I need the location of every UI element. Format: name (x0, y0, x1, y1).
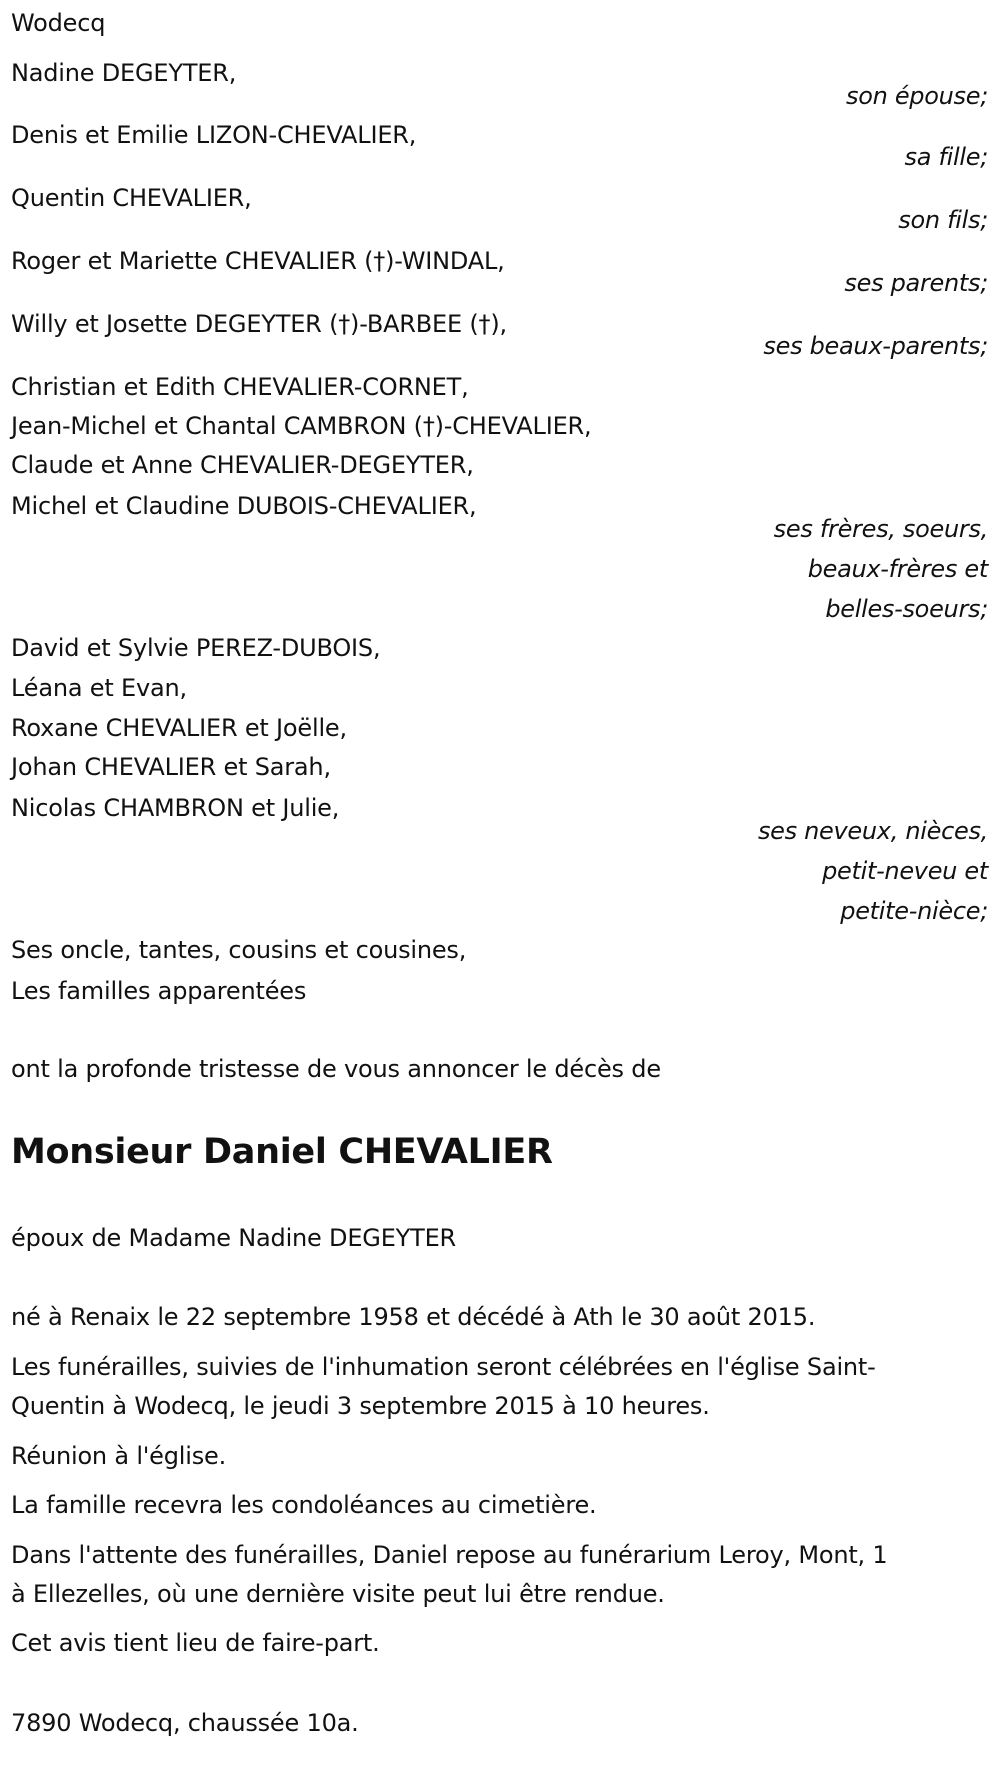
family-name: Léana et Evan, (11, 674, 187, 702)
family-name: Christian et Edith CHEVALIER-CORNET, (11, 373, 469, 401)
family-relation: ses neveux, nièces, (757, 817, 988, 845)
family-relation: ses frères, soeurs, (773, 515, 988, 543)
funeral-info: Les funérailles, suivies de l'inhumation seront célébrées en l'église Saint- (11, 1353, 876, 1381)
family-relation: petite-nièce; (840, 897, 988, 925)
notice-line: Cet avis tient lieu de faire-part. (11, 1629, 380, 1657)
family-name: Claude et Anne CHEVALIER-DEGEYTER, (11, 451, 474, 479)
family-name: David et Sylvie PEREZ-DUBOIS, (11, 634, 381, 662)
family-relation: son épouse; (846, 82, 988, 110)
family-relation: son fils; (898, 206, 988, 234)
visitation-info: Dans l'attente des funérailles, Daniel repose au funérarium Leroy, Mont, 1 (11, 1541, 888, 1569)
other-relatives: Les familles apparentées (11, 977, 307, 1005)
birth-death-line: né à Renaix le 22 septembre 1958 et décédé à Ath le 30 août 2015. (11, 1303, 816, 1331)
address-line: 7890 Wodecq, chaussée 10a. (11, 1709, 359, 1737)
family-name: Willy et Josette DEGEYTER (†)-BARBEE (†), (11, 310, 507, 338)
family-relation: belles-soeurs; (825, 595, 988, 623)
family-name: Nadine DEGEYTER, (11, 59, 237, 87)
family-relation: petit-neveu et (822, 857, 988, 885)
family-relation: ses beaux-parents; (763, 332, 988, 360)
funeral-info: Quentin à Wodecq, le jeudi 3 septembre 2015 à 10 heures. (11, 1392, 710, 1420)
condolences-info: La famille recevra les condoléances au cimetière. (11, 1491, 597, 1519)
meeting-info: Réunion à l'église. (11, 1442, 227, 1470)
family-name: Michel et Claudine DUBOIS-CHEVALIER, (11, 492, 477, 520)
spouse-line: époux de Madame Nadine DEGEYTER (11, 1224, 457, 1252)
location-heading: Wodecq (11, 9, 106, 37)
family-name: Quentin CHEVALIER, (11, 184, 252, 212)
announcement-text: ont la profonde tristesse de vous annoncer le décès de (11, 1055, 661, 1083)
other-relatives: Ses oncle, tantes, cousins et cousines, (11, 936, 467, 964)
family-name: Roxane CHEVALIER et Joëlle, (11, 714, 347, 742)
family-relation: sa fille; (904, 143, 988, 171)
family-name: Jean-Michel et Chantal CAMBRON (†)-CHEVALIER, (11, 412, 592, 440)
family-name: Roger et Mariette CHEVALIER (†)-WINDAL, (11, 247, 505, 275)
family-name: Nicolas CHAMBRON et Julie, (11, 794, 340, 822)
deceased-name: Monsieur Daniel CHEVALIER (11, 1132, 553, 1172)
visitation-info: à Ellezelles, où une dernière visite peut lui être rendue. (11, 1580, 665, 1608)
family-relation: beaux-frères et (807, 555, 988, 583)
family-name: Johan CHEVALIER et Sarah, (11, 753, 331, 781)
family-name: Denis et Emilie LIZON-CHEVALIER, (11, 121, 417, 149)
family-relation: ses parents; (844, 269, 988, 297)
